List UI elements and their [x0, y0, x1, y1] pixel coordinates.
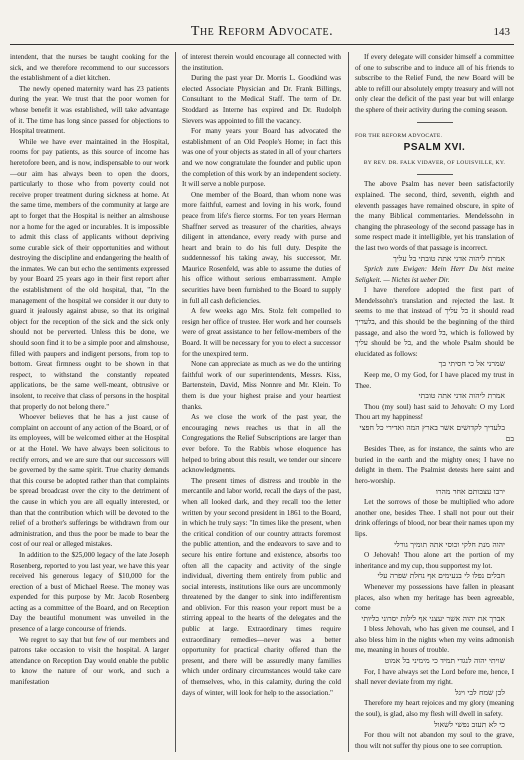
- for-line: FOR THE REFORM ADVOCATE.: [355, 132, 443, 139]
- hebrew-verse: ירבו עצבותם אחר מהרו: [435, 486, 505, 496]
- paragraph: Whoever believes that he has a just cause of complaint on account of any action of the Board, or of its employees, will be welcomed either at the Hospital or at the Hotel. We have always been solicitous to rectify errors, and we are sure that our successors will be governed by the same spirit. True charity demands that this course be adopted rather than that complaints be spread broadcast over the city to the detriment of the cause in which you are all equally interested, or than that the contribution which will be devoted to the relief of a brother's sufferings be withdrawn from our administration, and thus the poor be made to bear the cost of our real or alleged mistakes.: [10, 413, 169, 549]
- hebrew-verse: שמרני אל כי חסיתי בך: [438, 359, 505, 369]
- hebrew-verse: כי לא תעזב נפשי לשאול: [434, 719, 505, 729]
- hebrew-verse: לכן שמח לבי ויגל: [454, 687, 505, 697]
- article-title: PSALM XVI.: [403, 142, 466, 154]
- paragraph: For many years your Board has advocated the establishment of an Old People's Home; in fact this was one of your objects as stated in all of your charters and we now congratulate the founder and public upon the completion of this work by an independent society. It will serve a noble purpose.: [182, 127, 341, 189]
- paragraph: of interest therein would encourage all connected with the institution.: [182, 53, 341, 72]
- verse-translation: Therefore my heart rejoices and my glory (meaning the soul), is glad, also my flesh will dwell in safety.: [355, 699, 514, 719]
- paragraph: As we close the work of the past year, the encouraging news reaches us that in all the Congregations the Relief Subscriptions are larger than ever before. To the Rabbis whose eloquence has helped to bring about this result, we tender our sincere acknowledgments.: [182, 413, 341, 475]
- column-1: [10, 52, 169, 752]
- verse-translation: I bless Jehovah, who has given me counsel, and I also bless him in the nights when my veins admonish me, meaning in hours of trouble.: [355, 625, 514, 655]
- page-header: [10, 22, 514, 45]
- verse-translation: Thou (my soul) hast said to Jehovah: O my Lord Thou art my happiness!: [355, 402, 514, 422]
- paragraph: We regret to say that but few of our members and patrons take occasion to visit the hospital. A larger attendance on Reception Day would enable the public to know the nature of our work, and such a manifestation: [10, 635, 169, 687]
- hebrew-verse: חבלים נפלו לי בנעימים אף נחלת שפרה עלי: [377, 571, 505, 581]
- column-rule: [175, 52, 176, 752]
- verse-translation: Besides Thee, as for instance, the saints who are buried in the earth and the mighty ones; I have no delight in them. The Psalmist detests here saint and hero-worship.: [355, 445, 514, 485]
- verse-translation: Keep me, O my God, for I have placed my trust in Thee.: [355, 371, 514, 390]
- paragraph: The present times of distress and trouble in the mercantile and labor world, recall the days of the past, when all looked dark, and they recall too the letter written by your second president in 1861 to the Board, in which he truly says: "In times like the present, when the critical condition of our country attracts foremost the public attention, and the endeavors to save and to secure his entire fortune and existence, absorbs too often all the capacity and activity of the single individual, diverting them entirely from public and social interests, institutions like ours are uncommonly threatened by the danger to sink into indifferentism and oblivion. For this reason your report must be a stirring appeal to the hearts of the delegates and the public at large. Extraordinary times require extraordinary remedies—never was a better opportunity for practical charity offered than the present, and there will be assuredly many families which under ordinary circumstances would take care of themselves, who, in this calamity, during the cold days of winter, will look for help to the association.": [182, 476, 341, 697]
- section-divider: [417, 122, 453, 123]
- page-number: 143: [493, 26, 510, 38]
- hebrew-verse: אמרת ליהוה אדני אתה טובתי בל עליך: [393, 253, 505, 263]
- verse-translation: O Jehovah! Thou alone art the portion of my inheritance and my cup, thou supportest my lot.: [355, 551, 514, 570]
- hebrew-verse: בלעדיך לקדושים אשר בארץ המה ואדירי כל חפצי בם: [359, 423, 514, 443]
- paragraph: If every delegate will consider himself a committee of one to subscribe and to induce all of his friends to subscribe to the Relief Fund, the new Board will be able to refill our absolutely empty treasury and will not only clear the deficit of the past year but will enlarge the sphere of their activity during the coming season.: [355, 53, 514, 114]
- paragraph: The above Psalm has never been satisfactorily explained. The second, third, seventh, eighth and eleventh passages have remained obscure, in spite of the many Biblical commentaries. Mendelssohn in changing the phraseology of the second passage has in some respect made it intelligible, yet his translation of the last two words of that passage is incorrect.: [355, 180, 514, 252]
- column-2: [182, 52, 341, 752]
- verse-translation: Let the sorrows of those be multiplied who adore another one, besides Thee. I shall not pour out their drink offerings of blood, nor bear their names upon my lips.: [355, 498, 514, 538]
- paragraph: While we have ever maintained in the Hospital, rooms for pay patients, as this source of income has heretofore been, and is now, indispensable to our work—our aim has always been to open the doors, particularly to those who from poverty could not receive proper treatment during sickness at home. At the same time, members of the community at large are apt to forget that the Hospital is neither an almshouse nor a home for the aged or incurables. It is impossible to admit this class of applicants without depriving some curable sick of their opportunities and without destroying the discipline and endangering the health of the inmates. We can but echo the sentiments expressed by your Board 25 years ago in their first report after the establishment of the old hospital, that, "In the management of the hospital we consider it our duty to guard it jealously against abuse, so that its original object for the reception of the sick and the sick only should not be perverted. Unless this be done, we should soon find it to be a simple poor and almshouse, filled with paupers and indigent persons, from top to bottom. Great firmness ought to be shown in that respect, to withstand the constantly repeated applications, be the same well-meant, obtrusive or insolent, to receive that class of persons in the hospital that properly do not belong there.": [10, 137, 169, 411]
- verse-translation: Whenever my possessions have fallen in pleasant places, also when my heritage has been agreeable, come: [355, 582, 514, 613]
- column-3: [355, 52, 514, 752]
- quote: Sprich zum Ewigen: Mein Herr Du bist meine Seligkeit. — Nichts ist ueber Dir.: [355, 265, 514, 284]
- byline: BY REV. DR. FALK VIDAVER, OF LOUISVILLE, KY.: [363, 159, 506, 166]
- paragraph: The newly opened maternity ward has 23 patients during the year. We trust that the poor women for whose benefit it was established, will take advantage of it. The time has long since passed for objections to Hospital treatment.: [10, 84, 169, 136]
- paragraph: In addition to the $25,000 legacy of the late Joseph Rosenberg, reported to you last year, we have this year received his generous legacy of $10,000 for the erection of a bust of Michael Reese. The money was expended for this purpose by Mr. Jacob Rosenberg acting as a committee of the Board, and on Reception Day the beautiful monument was unveiled in the presence of a large concourse of friends.: [10, 550, 169, 634]
- hebrew-verse: שויתי יהוה לנגדי תמיד כי מימיני בל אמוט: [384, 656, 505, 666]
- section-divider: [417, 174, 453, 175]
- masthead: The Reform Advocate.: [190, 24, 334, 39]
- hebrew-verse: אמרת ליהוה אדני אתה טובתי: [418, 391, 505, 401]
- paragraph: During the past year Dr. Morris L. Goodkind was elected Associate Physician and Dr. Frank Billings, Consultant to the Medical Staff. The term of Dr. Stoddard as Interne has expired and Dr. Rudolph Sievers was appointed to fill the vacancy.: [182, 74, 341, 125]
- verse-translation: For, I have always set the Lord before me, hence, I shall never deviate from my right.: [355, 667, 514, 687]
- hebrew-verse: יהוה מנת חלקי וכוסי אתה תומיך גורלי: [394, 539, 505, 549]
- paragraph: None can appreciate as much as we do the untiring faithful work of our superintendents, Messrs. Kiss, Bartenstein, David, Miss Nonnre and Mr. Klein. To them is due your highest praise and your heartiest thanks.: [182, 360, 341, 411]
- column-rule: [348, 52, 349, 752]
- paragraph: One member of the Board, than whom none was more faithful, earnest and loving in his work, found peace from life's fierce storms. For ten years Herman Shaffner served as treasurer of the charities, always diligent in attendance, every ready with purse and heart and brain to do his full duty. Despite the suddennessof his taking away, his successor, Mr. Maurice Rosenfeld, was able to assume the duties of his office without serious embarrassment. Ample securities have been furnished to the Board to supply in full all cash deficiencies.: [182, 190, 341, 305]
- hebrew-verse: אברך את יהוה אשר יעצני אף לילות יסרוני כליותי: [361, 613, 505, 623]
- verse-translation: For thou wilt not abandon my soul to the grave, thou wilt not suffer thy pious one to see corruption.: [355, 731, 514, 750]
- paragraph: intendent, that the nurses be taught cooking for the sick, and we therefore recommend to our successors the establishment of a diet kitchen.: [10, 53, 169, 83]
- paragraph: I have therefore adopted the first part of Mendelssohn's translation and rejected the last. It seems to me that instead of בל עליך it should read בלעדיך, and this should be the beginning of the third passage, and also the word בל, which is followed by עליך should be בל, and the whole Psalm should be elucidated as follows:: [355, 286, 514, 358]
- paragraph: A few weeks ago Mrs. Stolz felt compelled to resign her office of trustee. Her work and her counsels were of great assistance to her fellow-members of the Board. It will be necessary for you to elect a successor for the unexpired term.: [182, 307, 341, 358]
